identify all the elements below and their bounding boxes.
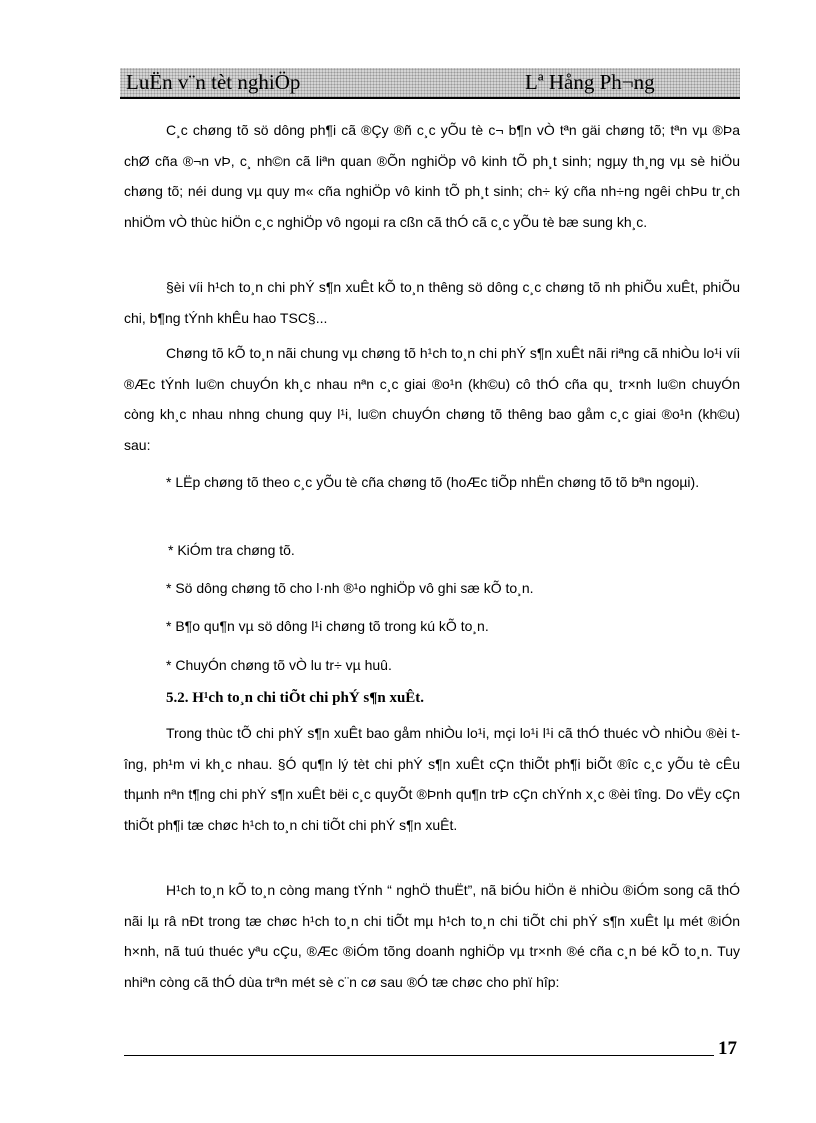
list-item: * Sö dông chøng tõ cho l·nh ®¹o nghiÖp vô ghi sæ kÕ to¸n. xyxy=(166,580,534,596)
paragraph: Chøng tõ kÕ to¸n nãi chung vµ chøng tõ h¹ch to¸n chi phÝ s¶n xuÊt nãi riªng cã nhiÒu lo¹i víi ®Æc tÝnh lu©n chuyÓn kh¸c nhau nªn c¸c giai ®o¹n (kh©u) cô thÓ cña qu¸ tr×nh lu©n chuyÓn còng kh¸c nhau nhng chung quy l¹i, lu©n chuyÓn chøng tõ thêng bao gåm c¸c giai ®o¹n (kh©u) sau: xyxy=(124,345,740,453)
footer-rule xyxy=(124,1055,714,1056)
paragraph: H¹ch to¸n kÕ to¸n còng mang tÝnh “ nghÖ thuËt”, nã biÓu hiÖn ë nhiÒu ®iÓm song cã thÓ nãi lµ râ nÐt trong tæ chøc h¹ch to¸n chi tiÕt mµ h¹ch to¸n chi tiÕt chi phÝ s¶n xuÊt lµ mét ®iÓn h×nh, nã tuú thuéc yªu cÇu, ®Æc ®iÓm tõng doanh nghiÖp vµ tr×nh ®é cña c¸n bé kÕ to¸n. Tuy nhiªn còng cã thÓ dùa trªn mét sè c¨n cø sau ®Ó tæ chøc cho phï hîp: xyxy=(124,882,740,990)
section-heading: 5.2. H¹ch to¸n chi tiÕt chi phÝ s¶n xuÊt. xyxy=(166,690,425,706)
list-item: * ChuyÓn chøng tõ vÒ lu tr÷ vµ huû. xyxy=(166,657,392,673)
header-title: LuËn v¨n tèt nghiÖp xyxy=(126,70,301,94)
header-author: Lª Hång Ph¬ng xyxy=(525,70,655,94)
list-item: * B¶o qu¶n vµ sö dông l¹i chøng tõ trong kú kÕ to¸n. xyxy=(166,618,489,634)
list-item: * KiÓm tra chøng tõ. xyxy=(168,542,295,558)
paragraph: §èi víi h¹ch to¸n chi phÝ s¶n xuÊt kÕ to¸n thêng sö dông c¸c chøng tõ nh phiÕu xuÊt, phiÕu chi, b¶ng tÝnh khÊu hao TSC§... xyxy=(124,279,740,326)
page-number: 17 xyxy=(718,1038,737,1059)
paragraph: C¸c chøng tõ sö dông ph¶i cã ®Çy ®ñ c¸c yÕu tè c¬ b¶n vÒ tªn gäi chøng tõ; tªn vµ ®Þa chØ cña ®¬n vÞ, c¸ nh©n cã liªn quan ®Õn nghiÖp vô kinh tÕ ph¸t sinh; ngµy th¸ng vµ sè hiÖu chøng tõ; néi dung vµ quy m« cña nghiÖp vô kinh tÕ ph¸t sinh; ch÷ ký cña nh÷ng ngêi chÞu tr¸ch nhiÖm vÒ thùc hiÖn c¸c nghiÖp vô ngoµi ra cßn cã thÓ cã c¸c yÕu tè bæ sung kh¸c. xyxy=(124,122,740,230)
paragraph: Trong thùc tÕ chi phÝ s¶n xuÊt bao gåm nhiÒu lo¹i, mçi lo¹i l¹i cã thÓ thuéc vÒ nhiÒu ®èi tîng, ph¹m vi kh¸c nhau. §Ó qu¶n lý tèt chi phÝ s¶n xuÊt cÇn thiÕt ph¶i biÕt ®îc c¸c yÕu tè cÊu thµnh nªn t¶ng chi phÝ s¶n xuÊt bëi c¸c quyÕt ®Þnh qu¶n trÞ cÇn chÝnh x¸c ®èi tîng. Do vËy cÇn thiÕt ph¶i tæ chøc h¹ch to¸n chi tiÕt chi phÝ s¶n xuÊt. xyxy=(124,725,740,833)
running-header xyxy=(120,68,740,99)
list-item: * LËp chøng tõ theo c¸c yÕu tè cña chøng tõ (hoÆc tiÕp nhËn chøng tõ tõ bªn ngoµi). xyxy=(166,474,700,490)
